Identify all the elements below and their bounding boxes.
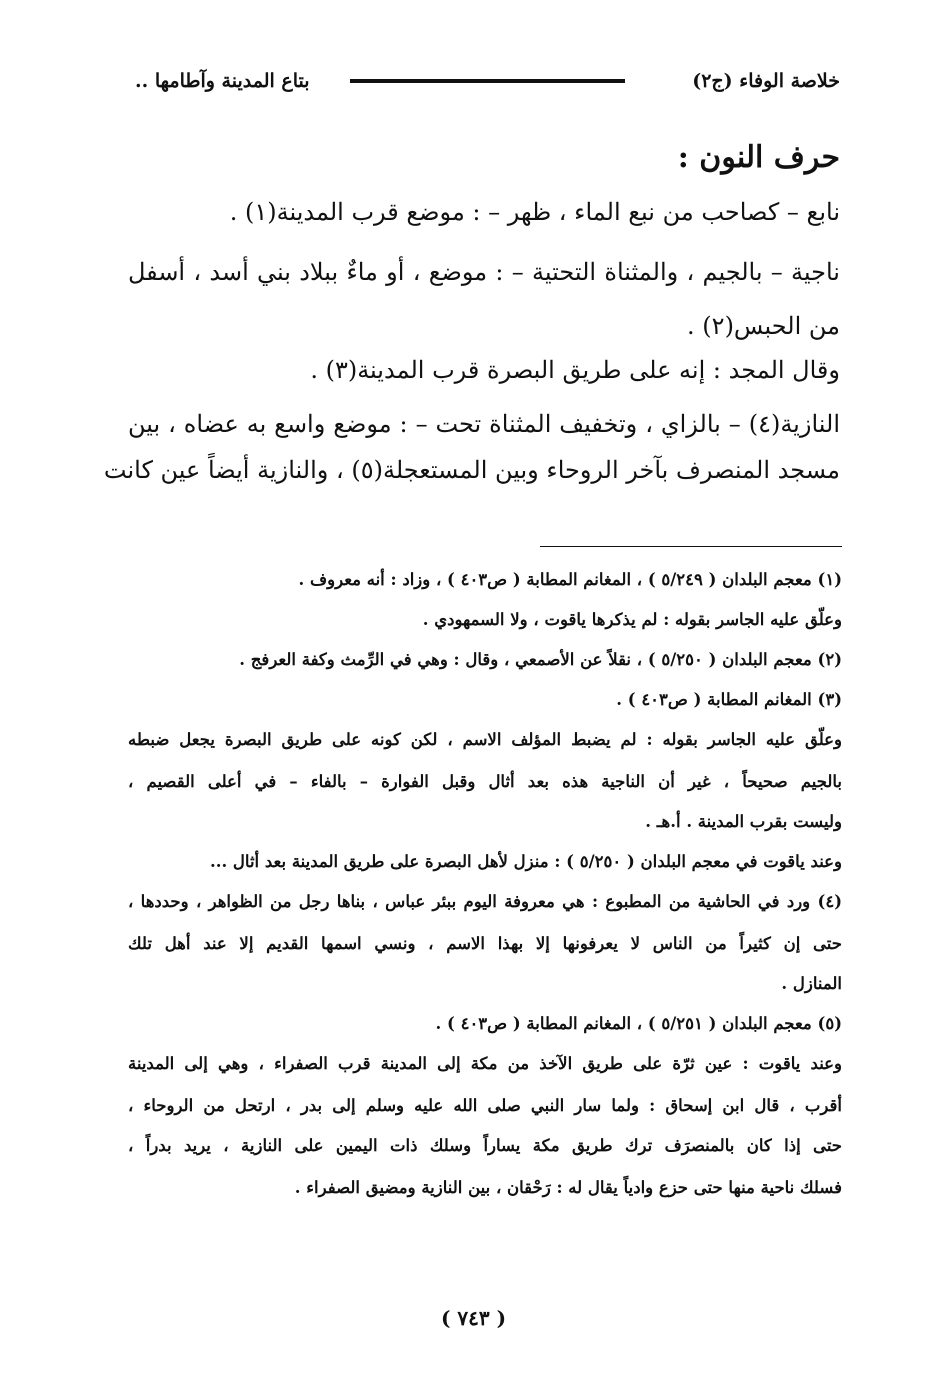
paragraph-line: مسجد المنصرف بآخر الروحاء وبين المستعجلة(٥) ، والنازية أيضاً عين كانت <box>103 456 840 484</box>
footnote-line: بالجيم صحيحاً ، غير أن الناجية هذه بعد أثال وقبل الفوارة – بالفاء – في أعلى القصيم ، <box>128 772 842 791</box>
footnote-line: (٢) معجم البلدان ( ٥/٢٥٠ ) ، نقلاً عن الأصمعي ، وقال : وهي في الرِّمث وكفة العرفج . <box>239 650 842 669</box>
page-number: ( ٧٤٣ ) <box>440 1306 507 1330</box>
footnote-line: (١) معجم البلدان ( ٥/٢٤٩ ) ، المغانم المطابة ( ص٤٠٣ ) ، وزاد : أنه معروف . <box>298 570 842 589</box>
footnote-line: (٣) المغانم المطابة ( ص٤٠٣ ) . <box>616 690 842 709</box>
footnote-line: وليست بقرب المدينة . أ.هـ . <box>645 812 842 831</box>
footnote-line: أقرب ، قال ابن إسحاق : ولما سار النبي صلى الله عليه وسلم إلى بدر ، ارتحل من الروحاء ، <box>128 1096 842 1115</box>
footnote-line: وعند ياقوت : عين ثرّة على طريق الآخذ من مكة إلى المدينة قرب الصفراء ، وهي إلى المدينة <box>128 1054 842 1073</box>
footnote-line: وعلّق عليه الجاسر بقوله : لم يضبط المؤلف الاسم ، لكن كونه على طريق البصرة يجعل ضبطه <box>128 730 842 749</box>
footnote-line: وعلّق عليه الجاسر بقوله : لم يذكرها ياقوت ، ولا السمهودي . <box>422 610 842 629</box>
footnote-line: (٤) ورد في الحاشية من المطبوع : هي معروفة اليوم ببئر عباس ، بناها رجل من الظواهر ، وحددها ، <box>128 892 843 911</box>
paragraph-line: من الحبس(٢) . <box>687 312 840 340</box>
footnote-line: المنازل . <box>781 974 842 993</box>
paragraph-line: نابع – كصاحب من نبع الماء ، ظهر – : موضع قرب المدينة(١) . <box>229 198 840 226</box>
footnote-separator <box>540 546 842 547</box>
header-rule <box>350 79 625 83</box>
paragraph-line: وقال المجد : إنه على طريق البصرة قرب المدينة(٣) . <box>310 356 840 384</box>
footnote-line: فسلك ناحية منها حتى حزع وادياً يقال له : رَحْقان ، بين النازية ومضيق الصفراء . <box>294 1178 842 1197</box>
section-heading: حرف النون : <box>677 140 840 175</box>
footnote-line: (٥) معجم البلدان ( ٥/٢٥١ ) ، المغانم المطابة ( ص٤٠٣ ) . <box>435 1014 842 1033</box>
header-title-right: خلاصة الوفاء (ج٢) <box>692 70 840 92</box>
footnote-line: وعند ياقوت في معجم البلدان ( ٥/٢٥٠ ) : منزل لأهل البصرة على طريق المدينة بعد أثال ... <box>209 852 842 871</box>
running-header <box>135 66 840 102</box>
footnote-line: حتى إذا كان بالمنصرَف ترك طريق مكة يساراً وسلك ذات اليمين على النازية ، يريد بدراً ، <box>128 1136 842 1155</box>
header-title-left: بتاع المدينة وآطامها .. <box>135 70 310 92</box>
paragraph-line: النازية(٤) – بالزاي ، وتخفيف المثناة تحت – : موضع واسع به عضاه ، بين <box>128 410 840 438</box>
paragraph-line: ناجية – بالجيم ، والمثناة التحتية – : موضع ، أو ماءٌ ببلاد بني أسد ، أسفل <box>128 258 840 286</box>
footnote-line: حتى إن كثيراً من الناس لا يعرفونها إلا بهذا الاسم ، ونسي اسمها القديم إلا عند أهل تلك <box>128 934 842 953</box>
